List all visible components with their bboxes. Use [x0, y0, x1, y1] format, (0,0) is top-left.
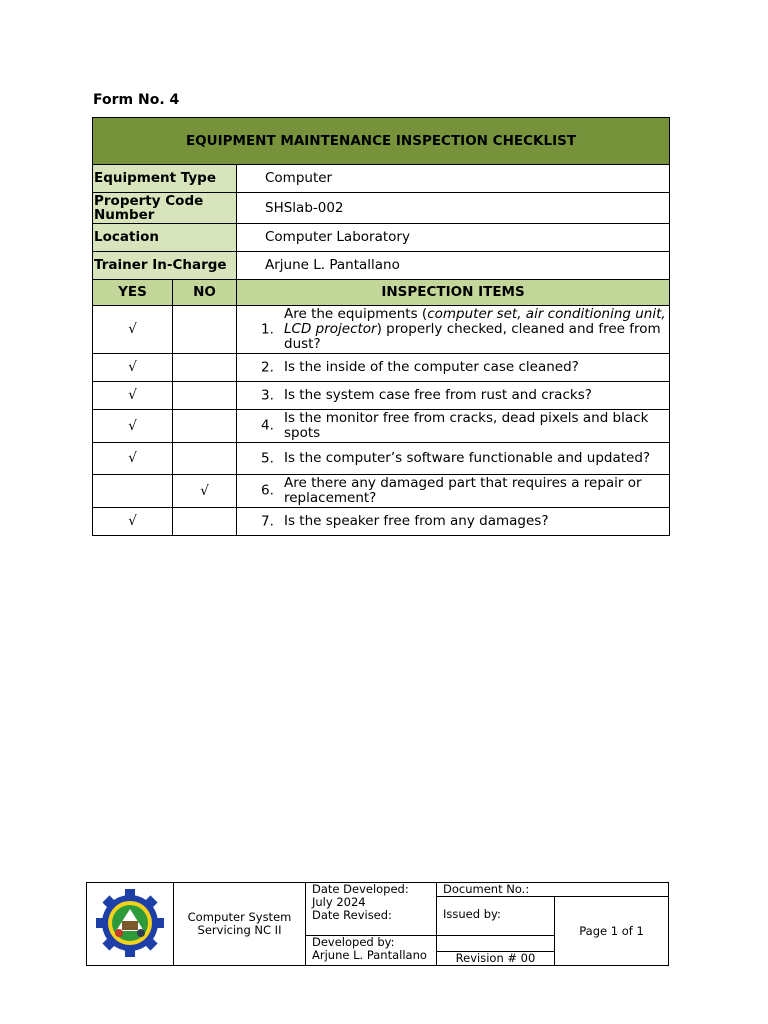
page-number: Page 1 of 1	[555, 897, 669, 966]
checklist-row	[93, 475, 670, 508]
item-number: 6.	[261, 482, 274, 499]
item-number: 4.	[261, 417, 274, 434]
no-check-cell	[173, 306, 237, 354]
no-check-cell	[173, 443, 237, 475]
no-column-header: NO	[173, 280, 237, 306]
item-text: Is the system case free from rust and cracks?	[284, 387, 592, 403]
inspection-item	[237, 508, 670, 536]
no-check-cell	[173, 382, 237, 410]
inspection-item	[237, 443, 670, 475]
yes-check-cell: √	[93, 508, 173, 536]
date-info	[306, 883, 437, 936]
checklist-row	[93, 354, 670, 382]
document-no-label: Document No.:	[437, 883, 669, 897]
date-revised-label: Date Revised:	[312, 908, 392, 922]
inspection-items-header: INSPECTION ITEMS	[237, 280, 670, 306]
item-text: Is the speaker free from any damages?	[284, 513, 549, 529]
issued-by-space	[437, 936, 555, 952]
detail-row	[93, 252, 670, 280]
inspection-item	[237, 354, 670, 382]
item-number: 7.	[261, 513, 274, 529]
form-number-label: Form No. 4	[93, 92, 180, 108]
school-logo	[87, 883, 174, 966]
no-check-cell: √	[173, 475, 237, 508]
header-row	[93, 280, 670, 306]
item-number: 2.	[261, 359, 274, 375]
inspection-checklist-table	[92, 117, 670, 536]
trainer-label: Trainer In-Charge	[93, 252, 237, 280]
item-text: Are the equipments (computer set, air conditioning unit, LCD projector) properly checked, cleaned and free from dust?	[284, 306, 666, 352]
location-label: Location	[93, 224, 237, 252]
property-code-value: SHSlab-002	[237, 193, 670, 224]
no-check-cell	[173, 508, 237, 536]
course-title: Computer System Servicing NC II	[174, 883, 306, 966]
detail-row	[93, 224, 670, 252]
yes-check-cell: √	[93, 306, 173, 354]
checklist-row	[93, 382, 670, 410]
date-developed-label: Date Developed:	[312, 882, 409, 896]
no-check-cell	[173, 410, 237, 443]
yes-check-cell: √	[93, 354, 173, 382]
checklist-row	[93, 443, 670, 475]
yes-column-header: YES	[93, 280, 173, 306]
item-number: 1.	[261, 321, 274, 337]
checklist-row	[93, 306, 670, 354]
developed-by-label: Developed by:	[312, 935, 395, 949]
yes-check-cell: √	[93, 410, 173, 443]
inspection-item	[237, 382, 670, 410]
no-check-cell	[173, 354, 237, 382]
item-text: Is the monitor free from cracks, dead pixels and black spots	[284, 410, 649, 441]
property-code-label: Property Code Number	[93, 193, 237, 224]
inspection-item	[237, 306, 670, 354]
item-text: Is the inside of the computer case cleaned?	[284, 359, 579, 375]
detail-row	[93, 193, 670, 224]
item-number: 5.	[261, 450, 274, 466]
yes-check-cell: √	[93, 382, 173, 410]
checklist-row	[93, 508, 670, 536]
revision-number: Revision # 00	[437, 952, 555, 966]
date-developed-value: July 2024	[312, 895, 366, 909]
equipment-type-label: Equipment Type	[93, 165, 237, 193]
detail-row	[93, 165, 670, 193]
developed-by	[306, 936, 437, 966]
item-text: Is the computer’s software functionable and updated?	[284, 450, 651, 466]
yes-check-cell	[93, 475, 173, 508]
inspection-item	[237, 475, 670, 508]
checklist-row	[93, 410, 670, 443]
equipment-type-value: Computer	[237, 165, 670, 193]
developed-by-value: Arjune L. Pantallano	[312, 948, 427, 962]
item-number: 3.	[261, 387, 274, 403]
item-text: Are there any damaged part that requires a repair or replacement?	[284, 475, 642, 506]
title-row	[93, 118, 670, 165]
yes-check-cell: √	[93, 443, 173, 475]
issued-by-label: Issued by:	[437, 897, 555, 936]
school-seal-icon	[91, 888, 169, 958]
location-value: Computer Laboratory	[237, 224, 670, 252]
checklist-title: EQUIPMENT MAINTENANCE INSPECTION CHECKLIST	[93, 118, 670, 165]
document-footer	[86, 882, 669, 966]
trainer-value: Arjune L. Pantallano	[237, 252, 670, 280]
inspection-item	[237, 410, 670, 443]
